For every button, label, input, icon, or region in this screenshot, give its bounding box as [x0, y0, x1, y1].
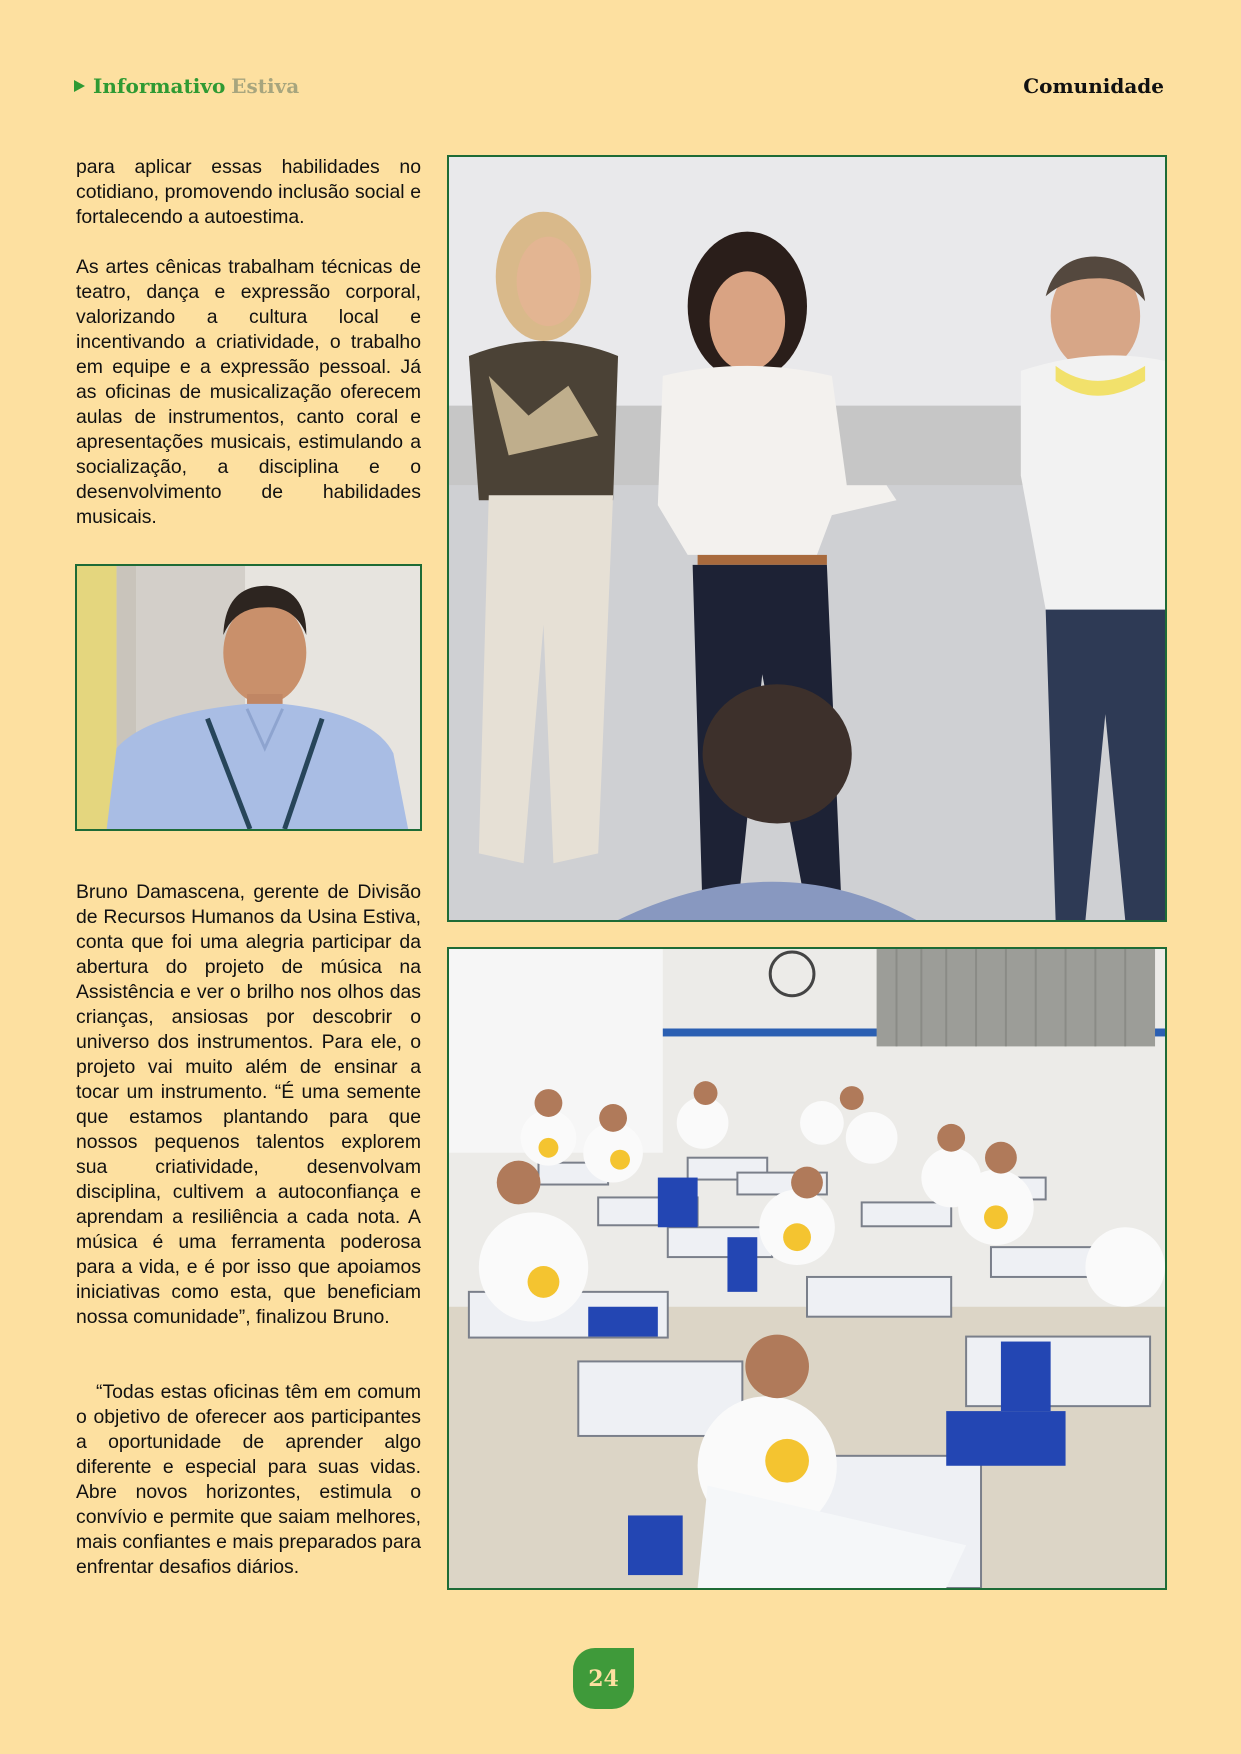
section-title: Comunidade [1023, 74, 1164, 98]
paragraph-3: Bruno Damascena, gerente de Divisão de Recursos Humanos da Usina Estiva, conta que foi uma alegria participar da abertura do projeto de música na Assistência e ver o brilho nos olhos das crianças, ansiosas por descobrir o universo dos instrumentos. Para ele, o projeto vai muito além de ensinar a tocar um instrumento. “É uma semente que estamos plantando para que nossos pequenos talentos explorem sua criatividade, desenvolvam disciplina, cultivem a autoconfiança e aprendam a resiliência a cada nota. A música é uma ferramenta poderosa para a vida, e é por isso que apoiamos iniciativas como esta, que beneficiam nossa comunidade”, finalizou Bruno. [76, 881, 421, 1328]
classroom-photo [447, 947, 1167, 1590]
portrait-photo [75, 564, 422, 831]
triangle-bullet-icon [74, 80, 85, 92]
page-number: 24 [573, 1648, 634, 1709]
header-brand [74, 74, 299, 98]
women-presenting-photo [447, 155, 1167, 922]
brand-primary: Informativo [93, 74, 226, 98]
paragraph-1: para aplicar essas habilidades no cotidiano, promovendo inclusão social e fortalecendo a autoestima. [76, 156, 421, 228]
paragraph-4: “Todas estas oficinas têm em comum o objetivo de oferecer aos participantes a oportunidade de aprender algo diferente e especial para suas vidas. Abre novos horizontes, estimula o convívio e permite que saiam melhores, mais confiantes e mais preparados para enfrentar desafios diários. [76, 1381, 421, 1578]
paragraph-2: As artes cênicas trabalham técnicas de teatro, dança e expressão corporal, valorizando a cultura local e incentivando a criatividade, o trabalho em equipe e a expressão pessoal. Já as oficinas de musicalização oferecem aulas de instrumentos, canto coral e apresentações musicais, estimulando a socialização, a disciplina e o desenvolvimento de habilidades musicais. [76, 256, 421, 528]
brand-secondary: Estiva [231, 74, 300, 98]
